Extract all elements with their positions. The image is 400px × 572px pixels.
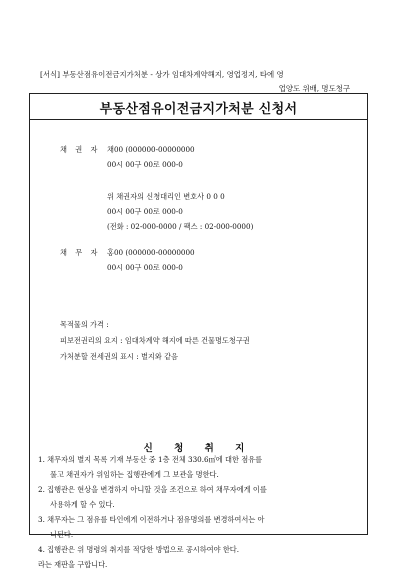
debtor-address: 00시 00구 00로 000-0 xyxy=(107,263,183,272)
purpose-item-2a: 2. 집행관은 현상을 변경하지 아니할 것을 조건으로 하여 채무자에게 이를 xyxy=(38,485,267,494)
purpose-item-1a: 1. 채무자의 별지 목록 기재 부동산 중 1층 전체 330.6㎡에 대한 점유를 xyxy=(38,455,263,464)
creditor-label: 채 권 자 xyxy=(60,145,101,154)
form-header xyxy=(40,68,354,96)
document-title: 부동산점유이전금지가처분 신청서 xyxy=(99,102,298,117)
agent-address: 00시 00구 00로 000-0 xyxy=(107,207,183,216)
header-line-2: 업양도 위배, 명도청구 xyxy=(278,84,350,93)
application-form-box xyxy=(29,93,368,569)
closing-sentence: 라는 재판을 구합니다. xyxy=(38,560,108,569)
object-value-label: 목적물의 가격 : xyxy=(60,320,109,329)
title-divider xyxy=(30,119,367,120)
debtor-label: 채 무 자 xyxy=(60,248,101,257)
debtor-name: 홍00 (000000-00000000 xyxy=(107,248,195,257)
purpose-item-3a: 3. 채무자는 그 점유를 타인에게 이전하거나 점유명의를 변경하여서는 아 xyxy=(38,515,265,524)
object-display: 가처분할 전세권의 표시 : 별지와 같음 xyxy=(60,352,178,361)
header-line-1: [서식] 부동산점유이전금지가처분 - 상가 임대차계약해지, 영업정지, 타에 영 xyxy=(40,70,284,79)
creditor-name: 채00 (000000-00000000 xyxy=(107,145,195,154)
purpose-item-4: 4. 집행관은 위 명령의 취지를 적당한 방법으로 공시하여야 한다. xyxy=(38,545,240,554)
purpose-item-1b: 풀고 채권자가 위임하는 집행관에게 그 보관을 명한다. xyxy=(50,470,219,479)
agent-contact: (전화 : 02-000-0000 / 팩스 : 02-000-0000) xyxy=(107,222,254,231)
creditor-address: 00시 00구 00로 000-0 xyxy=(107,160,183,169)
agent-line: 위 채권자의 신청대리인 변호사 0 0 0 xyxy=(107,192,225,201)
purpose-item-2b: 사용하게 할 수 있다. xyxy=(50,500,115,509)
claim-summary: 피보전권리의 요지 : 임대차계약 해지에 따른 건물명도청구권 xyxy=(60,336,250,345)
purpose-title: 신 청 취 지 xyxy=(143,443,254,454)
purpose-item-3b: 니된다. xyxy=(50,530,74,539)
